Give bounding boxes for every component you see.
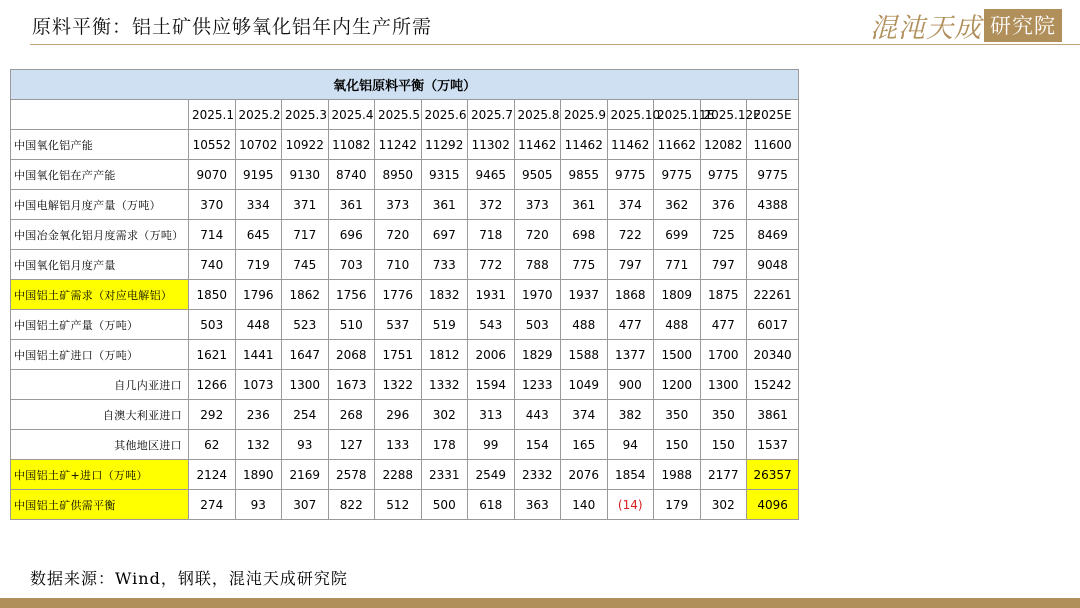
column-header: 2025.12E <box>700 100 747 130</box>
column-header: 2025.7 <box>468 100 515 130</box>
table-cell: 254 <box>282 400 329 430</box>
table-cell: 1854 <box>607 460 654 490</box>
table-cell: 150 <box>700 430 747 460</box>
table-cell: 2006 <box>468 340 515 370</box>
table-row <box>11 190 799 220</box>
table-cell: 11302 <box>468 130 515 160</box>
table-cell: 179 <box>654 490 701 520</box>
table-cell: 350 <box>700 400 747 430</box>
table-cell: 2288 <box>375 460 422 490</box>
table-cell: 1751 <box>375 340 422 370</box>
table-cell: 697 <box>421 220 468 250</box>
row-label: 中国氧化铝在产产能 <box>11 160 189 190</box>
table-cell: 10922 <box>282 130 329 160</box>
table-cell: 9195 <box>235 160 282 190</box>
table-cell: 1890 <box>235 460 282 490</box>
row-label: 中国氧化铝月度产量 <box>11 250 189 280</box>
table-cell: 788 <box>514 250 561 280</box>
table-cell: 1300 <box>700 370 747 400</box>
table-cell: 512 <box>375 490 422 520</box>
table-row <box>11 160 799 190</box>
column-header: 2025.4 <box>328 100 375 130</box>
column-header: 2025.10 <box>607 100 654 130</box>
table-cell: 374 <box>607 190 654 220</box>
row-label: 其他地区进口 <box>11 430 189 460</box>
alumina-balance-table <box>10 69 799 520</box>
table-cell: 11292 <box>421 130 468 160</box>
table-cell: 133 <box>375 430 422 460</box>
table-caption: 氧化铝原料平衡（万吨） <box>11 70 799 100</box>
table-cell: 1812 <box>421 340 468 370</box>
table-cell: 722 <box>607 220 654 250</box>
row-label: 中国铝土矿产量（万吨） <box>11 310 189 340</box>
table-cell: 236 <box>235 400 282 430</box>
table-cell: 720 <box>375 220 422 250</box>
table-cell: 696 <box>328 220 375 250</box>
table-cell: 9775 <box>607 160 654 190</box>
table-cell: 302 <box>700 490 747 520</box>
table-cell: 477 <box>607 310 654 340</box>
table-cell: 772 <box>468 250 515 280</box>
table-cell: 4096 <box>747 490 799 520</box>
column-header: 2025.6 <box>421 100 468 130</box>
table-cell: 362 <box>654 190 701 220</box>
row-label: 中国冶金氧化铝月度需求（万吨） <box>11 220 189 250</box>
table-cell: 771 <box>654 250 701 280</box>
logo-text: 混沌天成 <box>870 13 982 44</box>
table-cell: 154 <box>514 430 561 460</box>
table-cell: 740 <box>189 250 236 280</box>
table-cell: 165 <box>561 430 608 460</box>
column-header: 2025.5 <box>375 100 422 130</box>
table-cell: 11600 <box>747 130 799 160</box>
row-label: 中国铝土矿供需平衡 <box>11 490 189 520</box>
table-cell: 26357 <box>747 460 799 490</box>
table-cell: 150 <box>654 430 701 460</box>
column-header: 2025.2 <box>235 100 282 130</box>
page-title: 原料平衡：铝土矿供应够氧化铝年内生产所需 <box>32 16 433 38</box>
table-cell: 1200 <box>654 370 701 400</box>
brand-logo <box>870 6 1062 45</box>
table-cell: 1937 <box>561 280 608 310</box>
table-cell: 8469 <box>747 220 799 250</box>
table-cell: 1700 <box>700 340 747 370</box>
table-row <box>11 310 799 340</box>
row-label: 中国铝土矿需求（对应电解铝） <box>11 280 189 310</box>
table-cell: 2578 <box>328 460 375 490</box>
table-cell: 543 <box>468 310 515 340</box>
table-cell: 523 <box>282 310 329 340</box>
table-cell: 537 <box>375 310 422 340</box>
footer-bar <box>0 598 1080 608</box>
table-cell: 1322 <box>375 370 422 400</box>
table-cell: 1441 <box>235 340 282 370</box>
table-cell: 302 <box>421 400 468 430</box>
table-cell: 822 <box>328 490 375 520</box>
table-cell: 296 <box>375 400 422 430</box>
table-cell: 372 <box>468 190 515 220</box>
table-cell: 2124 <box>189 460 236 490</box>
table-cell: 503 <box>514 310 561 340</box>
table-cell: 62 <box>189 430 236 460</box>
column-header: 2025E <box>747 100 799 130</box>
table-cell: 9505 <box>514 160 561 190</box>
table-row <box>11 280 799 310</box>
table-cell: 1588 <box>561 340 608 370</box>
table-cell: 3861 <box>747 400 799 430</box>
table-row <box>11 400 799 430</box>
row-label: 自几内亚进口 <box>11 370 189 400</box>
column-header: 2025.11E <box>654 100 701 130</box>
table-cell: 1073 <box>235 370 282 400</box>
table-cell: 645 <box>235 220 282 250</box>
table-cell: 15242 <box>747 370 799 400</box>
table-cell: 714 <box>189 220 236 250</box>
table-cell: 11462 <box>561 130 608 160</box>
table-cell: 94 <box>607 430 654 460</box>
row-label: 自澳大利亚进口 <box>11 400 189 430</box>
table-cell: 1776 <box>375 280 422 310</box>
table-cell: 99 <box>468 430 515 460</box>
table-cell: 313 <box>468 400 515 430</box>
table-cell: 1266 <box>189 370 236 400</box>
table-cell: 9775 <box>654 160 701 190</box>
table-cell: 382 <box>607 400 654 430</box>
table-cell: 1594 <box>468 370 515 400</box>
table-cell: 1850 <box>189 280 236 310</box>
column-header: 2025.1 <box>189 100 236 130</box>
table-cell: 797 <box>607 250 654 280</box>
table-cell: 307 <box>282 490 329 520</box>
table-cell: 699 <box>654 220 701 250</box>
table-row <box>11 340 799 370</box>
table-cell: 1233 <box>514 370 561 400</box>
table-row <box>11 460 799 490</box>
table-cell: 719 <box>235 250 282 280</box>
table-cell: 9130 <box>282 160 329 190</box>
row-label: 中国氧化铝产能 <box>11 130 189 160</box>
table-cell: 1049 <box>561 370 608 400</box>
table-cell: 361 <box>328 190 375 220</box>
table-cell: 519 <box>421 310 468 340</box>
table-cell: 11082 <box>328 130 375 160</box>
table-cell: 1756 <box>328 280 375 310</box>
table-cell: 1970 <box>514 280 561 310</box>
table-cell: 503 <box>189 310 236 340</box>
column-header: 2025.9 <box>561 100 608 130</box>
row-label: 中国铝土矿进口（万吨） <box>11 340 189 370</box>
table-cell: 1500 <box>654 340 701 370</box>
table-cell: 900 <box>607 370 654 400</box>
table-cell: 1377 <box>607 340 654 370</box>
table-row <box>11 130 799 160</box>
row-label: 中国铝土矿+进口（万吨） <box>11 460 189 490</box>
table-cell: 268 <box>328 400 375 430</box>
column-header: 2025.3 <box>282 100 329 130</box>
logo-box-text: 研究院 <box>984 9 1062 42</box>
table-cell: 127 <box>328 430 375 460</box>
table-cell: 1647 <box>282 340 329 370</box>
table-cell: 350 <box>654 400 701 430</box>
table-cell: 1862 <box>282 280 329 310</box>
table-cell: 9775 <box>700 160 747 190</box>
table-cell: 11242 <box>375 130 422 160</box>
table-cell: 361 <box>421 190 468 220</box>
table-cell: 334 <box>235 190 282 220</box>
table-cell: 4388 <box>747 190 799 220</box>
table-cell: 93 <box>235 490 282 520</box>
table-cell: 710 <box>375 250 422 280</box>
table-cell: 6017 <box>747 310 799 340</box>
table-cell: 9855 <box>561 160 608 190</box>
table-cell: 9465 <box>468 160 515 190</box>
table-cell: 9070 <box>189 160 236 190</box>
table-cell: 9315 <box>421 160 468 190</box>
table-cell: 2549 <box>468 460 515 490</box>
table-cell: 9048 <box>747 250 799 280</box>
table-header-row <box>11 100 799 130</box>
table-cell: 500 <box>421 490 468 520</box>
table-cell: 8950 <box>375 160 422 190</box>
table-cell: 22261 <box>747 280 799 310</box>
table-cell: 745 <box>282 250 329 280</box>
table-cell: 8740 <box>328 160 375 190</box>
table-cell: 488 <box>561 310 608 340</box>
table-cell: 775 <box>561 250 608 280</box>
table-cell: 20340 <box>747 340 799 370</box>
table-cell: 1988 <box>654 460 701 490</box>
table-cell: 12082 <box>700 130 747 160</box>
table-cell: 361 <box>561 190 608 220</box>
table-cell: 488 <box>654 310 701 340</box>
table-cell: 698 <box>561 220 608 250</box>
table-cell: 1300 <box>282 370 329 400</box>
table-cell: 797 <box>700 250 747 280</box>
table-cell: 11662 <box>654 130 701 160</box>
table-cell: 1809 <box>654 280 701 310</box>
table-cell: 11462 <box>514 130 561 160</box>
table-cell: 703 <box>328 250 375 280</box>
table-cell: 274 <box>189 490 236 520</box>
table-cell: 1875 <box>700 280 747 310</box>
table-cell: 1332 <box>421 370 468 400</box>
table-cell: 10552 <box>189 130 236 160</box>
table-cell: 717 <box>282 220 329 250</box>
table-row <box>11 490 799 520</box>
table-row <box>11 430 799 460</box>
table-row <box>11 220 799 250</box>
table-cell: 510 <box>328 310 375 340</box>
table-cell: 374 <box>561 400 608 430</box>
table-cell: 363 <box>514 490 561 520</box>
table-cell: 370 <box>189 190 236 220</box>
table-cell: 720 <box>514 220 561 250</box>
table-cell: 2332 <box>514 460 561 490</box>
table-cell: 1931 <box>468 280 515 310</box>
column-header: 2025.8 <box>514 100 561 130</box>
table-cell: 1829 <box>514 340 561 370</box>
table-cell: 11462 <box>607 130 654 160</box>
table-cell: 477 <box>700 310 747 340</box>
table-cell: 1537 <box>747 430 799 460</box>
table-cell: 725 <box>700 220 747 250</box>
table-cell: 371 <box>282 190 329 220</box>
table-row <box>11 370 799 400</box>
table-cell: 10702 <box>235 130 282 160</box>
row-label: 中国电解铝月度产量（万吨） <box>11 190 189 220</box>
table-cell: 292 <box>189 400 236 430</box>
table-cell: 2076 <box>561 460 608 490</box>
table-cell: 718 <box>468 220 515 250</box>
table-cell: 1832 <box>421 280 468 310</box>
table-cell: 2177 <box>700 460 747 490</box>
table-cell: 1796 <box>235 280 282 310</box>
table-cell: 373 <box>514 190 561 220</box>
table-cell: 2331 <box>421 460 468 490</box>
table-cell: 9775 <box>747 160 799 190</box>
table-cell: 93 <box>282 430 329 460</box>
table-cell: (14) <box>607 490 654 520</box>
table-corner-cell <box>11 100 189 130</box>
table-cell: 1673 <box>328 370 375 400</box>
table-row <box>11 250 799 280</box>
table-cell: 132 <box>235 430 282 460</box>
table-cell: 140 <box>561 490 608 520</box>
table-cell: 376 <box>700 190 747 220</box>
table-cell: 1621 <box>189 340 236 370</box>
table-cell: 2169 <box>282 460 329 490</box>
source-note: 数据来源：Wind，钢联，混沌天成研究院 <box>30 569 348 588</box>
table-cell: 618 <box>468 490 515 520</box>
table-cell: 733 <box>421 250 468 280</box>
table-cell: 373 <box>375 190 422 220</box>
table-cell: 2068 <box>328 340 375 370</box>
table-cell: 1868 <box>607 280 654 310</box>
table-cell: 443 <box>514 400 561 430</box>
table-cell: 178 <box>421 430 468 460</box>
table-cell: 448 <box>235 310 282 340</box>
